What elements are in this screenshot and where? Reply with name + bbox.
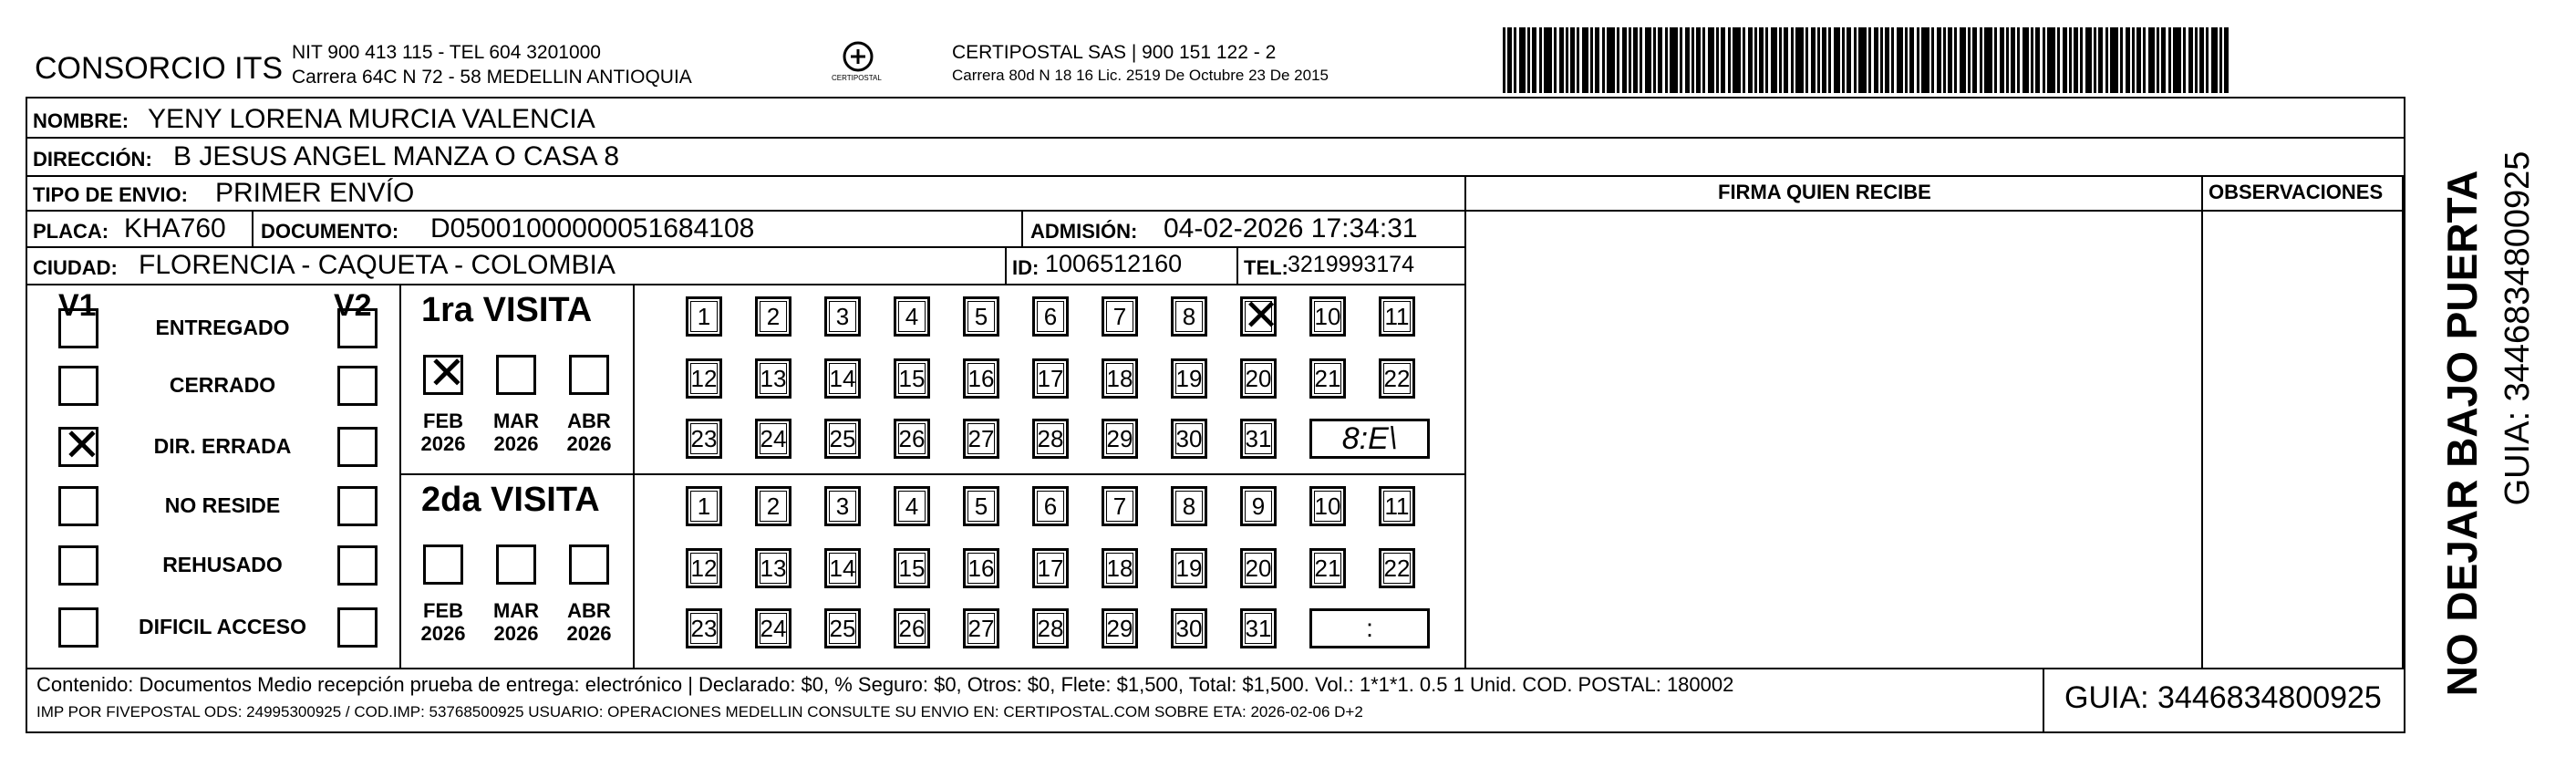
day-box[interactable] — [1240, 290, 1280, 341]
day-number: 5 — [974, 302, 988, 330]
day-number: 14 — [829, 554, 856, 582]
tipo-envio-label: TIPO DE ENVIO: — [33, 183, 188, 206]
admision-label: ADMISIÓN: — [1030, 220, 1138, 243]
day-number: 19 — [1175, 554, 1203, 582]
barcode — [1503, 27, 2230, 93]
month-label — [562, 599, 616, 646]
v2-checkbox[interactable] — [337, 308, 378, 348]
month-year: 2026 — [493, 432, 539, 456]
day-number: 21 — [1314, 364, 1341, 392]
day-box[interactable] — [686, 548, 722, 588]
month-label — [562, 410, 616, 456]
day-box[interactable] — [1102, 296, 1138, 337]
day-number: 13 — [760, 364, 787, 392]
day-box[interactable] — [1171, 358, 1207, 399]
day-box[interactable] — [1032, 296, 1069, 337]
day-number: 18 — [1106, 364, 1133, 392]
ciudad-value: FLORENCIA - CAQUETA - COLOMBIA — [139, 250, 616, 280]
v1-header: V1 — [58, 288, 97, 323]
day-number: 3 — [835, 302, 850, 330]
day-number: 11 — [1384, 492, 1410, 520]
day-box[interactable] — [755, 296, 791, 337]
day-number: 31 — [1245, 424, 1272, 452]
v2-checkbox[interactable] — [337, 427, 378, 467]
month-name: ABR — [567, 410, 611, 432]
v2-checkbox[interactable] — [337, 607, 378, 648]
footer-contenido: Contenido: Documentos Medio recepción prueba de entrega: electrónico | Declarado: $0, % Seguro: $0, Otros: $0, Flete: $1,500, Total: $1,500. Vol.: 1*1*1. 0.5 1 Unid. COD. POSTAL: 180002 — [36, 673, 1734, 696]
day-box[interactable] — [1240, 358, 1277, 399]
time-value: : — [1366, 614, 1373, 642]
placa-label: PLACA: — [33, 220, 109, 243]
day-box[interactable] — [1379, 548, 1415, 588]
day-number: 20 — [1245, 364, 1272, 392]
day-number: 23 — [690, 614, 718, 642]
day-box[interactable] — [1102, 358, 1138, 399]
documento-value: D05001000000051684108 — [430, 213, 755, 244]
check-mark-icon: ✕ — [428, 347, 466, 399]
company-nit: NIT 900 413 115 - TEL 604 3201000 — [292, 42, 601, 63]
status-option-label: NO RESIDE — [164, 493, 281, 517]
check-mark-icon: ✕ — [63, 419, 101, 472]
observaciones-header: OBSERVACIONES — [2209, 181, 2384, 203]
day-number: 24 — [760, 614, 787, 642]
v2-header: V2 — [334, 288, 372, 323]
v1-checkbox[interactable] — [58, 308, 98, 348]
placa-value: KHA760 — [124, 213, 226, 244]
day-number: 21 — [1314, 554, 1341, 582]
day-number: 6 — [1043, 302, 1058, 330]
day-box[interactable] — [824, 486, 861, 526]
month-checkbox[interactable] — [423, 347, 466, 399]
id-label: ID: — [1012, 256, 1040, 279]
day-number: 27 — [967, 614, 995, 642]
status-option-label: REHUSADO — [162, 553, 283, 576]
day-box[interactable] — [755, 548, 791, 588]
company-name: CONSORCIO ITS — [35, 51, 284, 86]
side-guia: GUIA: 3446834800925 — [2498, 150, 2537, 506]
day-box[interactable] — [894, 548, 930, 588]
day-box[interactable] — [1171, 548, 1207, 588]
month-name: MAR — [492, 410, 540, 432]
day-box[interactable] — [1032, 358, 1069, 399]
day-box[interactable] — [824, 548, 861, 588]
status-option-label: ENTREGADO — [155, 316, 290, 339]
day-number: 19 — [1175, 364, 1203, 392]
day-box[interactable] — [1102, 486, 1138, 526]
day-number: 1 — [697, 302, 711, 330]
day-box[interactable] — [824, 419, 861, 459]
day-number: 15 — [898, 554, 926, 582]
day-box[interactable] — [1171, 419, 1207, 459]
tel-value: 3219993174 — [1288, 252, 1415, 277]
day-box[interactable] — [1102, 419, 1138, 459]
day-box[interactable] — [894, 486, 930, 526]
day-box[interactable] — [1309, 548, 1346, 588]
month-name: FEB — [423, 410, 463, 432]
tipo-envio-value: PRIMER ENVÍO — [215, 178, 415, 208]
month-label — [416, 599, 471, 646]
carrier-address: Carrera 80d N 18 16 Lic. 2519 De Octubre 23 De 2015 — [952, 67, 1329, 84]
month-year: 2026 — [420, 622, 466, 646]
day-number: 3 — [835, 492, 850, 520]
day-number: 29 — [1106, 424, 1133, 452]
carrier-nit: CERTIPOSTAL SAS | 900 151 122 - 2 — [952, 42, 1277, 63]
day-number: 25 — [829, 614, 856, 642]
day-box[interactable] — [1032, 548, 1069, 588]
day-box[interactable] — [1240, 608, 1277, 648]
direccion-value: B JESUS ANGEL MANZA O CASA 8 — [173, 141, 620, 171]
day-number: 7 — [1112, 492, 1127, 520]
day-box[interactable] — [1032, 486, 1069, 526]
month-year: 2026 — [566, 432, 612, 456]
v1-checkbox[interactable] — [58, 486, 98, 526]
day-box[interactable] — [686, 358, 722, 399]
day-box[interactable] — [1309, 296, 1346, 337]
side-warning: NO DEJAR BAJO PUERTA — [2438, 170, 2486, 697]
v2-checkbox[interactable] — [337, 486, 378, 526]
day-box[interactable] — [824, 608, 861, 648]
id-value: 1006512160 — [1045, 250, 1183, 277]
month-name: ABR — [567, 599, 611, 622]
day-box[interactable] — [894, 296, 930, 337]
ciudad-label: CIUDAD: — [33, 256, 118, 279]
day-number: 20 — [1245, 554, 1272, 582]
day-box[interactable] — [963, 608, 999, 648]
nombre-value: YENY LORENA MURCIA VALENCIA — [148, 104, 595, 134]
day-number: 17 — [1037, 554, 1064, 582]
v1-checkbox[interactable] — [58, 419, 101, 472]
day-box[interactable] — [1102, 608, 1138, 648]
day-box[interactable] — [963, 358, 999, 399]
day-box[interactable] — [963, 419, 999, 459]
month-label — [489, 599, 543, 646]
footer-imp: IMP POR FIVEPOSTAL ODS: 24995300925 / COD.IMP: 53768500925 USUARIO: OPERACIONES MEDELLIN CONSULTE SU ENVIO EN: CERTIPOSTAL.COM SOBRE ETA: 2026-02-06 D+2 — [36, 703, 1363, 721]
day-box[interactable] — [755, 358, 791, 399]
month-checkbox[interactable] — [423, 544, 463, 585]
day-number: 16 — [967, 554, 995, 582]
day-number: 2 — [766, 302, 781, 330]
day-number: 23 — [690, 424, 718, 452]
day-number: 4 — [905, 302, 919, 330]
month-checkbox[interactable] — [496, 355, 536, 395]
day-box[interactable] — [686, 486, 722, 526]
time-value: 8:E\ — [1341, 420, 1398, 456]
day-box[interactable] — [824, 296, 861, 337]
time-field[interactable] — [1309, 608, 1430, 648]
visit-title: 1ra VISITA — [421, 291, 593, 329]
day-number: 17 — [1037, 364, 1064, 392]
day-box[interactable] — [686, 608, 722, 648]
day-number: 31 — [1245, 614, 1272, 642]
firma-header: FIRMA QUIEN RECIBE — [1718, 181, 1931, 203]
month-checkbox[interactable] — [569, 544, 609, 585]
day-box[interactable] — [1171, 486, 1207, 526]
day-number: 15 — [898, 364, 926, 392]
day-box[interactable] — [755, 608, 791, 648]
v2-checkbox[interactable] — [337, 545, 378, 586]
status-option-label: CERRADO — [169, 373, 276, 397]
month-label — [416, 410, 471, 456]
day-box[interactable] — [1171, 608, 1207, 648]
day-box[interactable] — [894, 608, 930, 648]
day-number: 13 — [760, 554, 787, 582]
day-number: 12 — [690, 554, 718, 582]
day-box[interactable] — [963, 296, 999, 337]
month-name: MAR — [492, 599, 540, 622]
month-checkbox[interactable] — [569, 355, 609, 395]
day-box[interactable] — [963, 548, 999, 588]
month-label — [489, 410, 543, 456]
day-box[interactable] — [755, 419, 791, 459]
check-mark-icon: ✕ — [1243, 290, 1280, 341]
day-number: 26 — [898, 614, 926, 642]
status-option-label: DIR. ERRADA — [153, 434, 292, 458]
documento-label: DOCUMENTO: — [261, 220, 399, 243]
day-number: 1 — [697, 492, 711, 520]
day-number: 7 — [1112, 302, 1127, 330]
day-number: 16 — [967, 364, 995, 392]
day-box[interactable] — [1240, 486, 1277, 526]
day-number: 14 — [829, 364, 856, 392]
direccion-label: DIRECCIÓN: — [33, 148, 152, 171]
day-number: 6 — [1043, 492, 1058, 520]
day-box[interactable] — [686, 296, 722, 337]
day-number: 30 — [1175, 614, 1203, 642]
day-number: 24 — [760, 424, 787, 452]
day-number: 22 — [1383, 554, 1411, 582]
day-box[interactable] — [1309, 358, 1346, 399]
day-number: 25 — [829, 424, 856, 452]
month-checkbox[interactable] — [496, 544, 536, 585]
admision-value: 04-02-2026 17:34:31 — [1164, 213, 1418, 244]
day-number: 27 — [967, 424, 995, 452]
v1-checkbox[interactable] — [58, 545, 98, 586]
day-number: 4 — [905, 492, 919, 520]
visit-title: 2da VISITA — [421, 481, 600, 519]
day-number: 26 — [898, 424, 926, 452]
day-number: 8 — [1182, 492, 1196, 520]
footer-guia: GUIA: 3446834800925 — [2064, 680, 2382, 715]
month-year: 2026 — [566, 622, 612, 646]
day-number: 30 — [1175, 424, 1203, 452]
day-number: 10 — [1314, 302, 1341, 330]
tel-label: TEL: — [1244, 256, 1288, 279]
time-field[interactable] — [1309, 419, 1430, 459]
day-box[interactable] — [1171, 296, 1207, 337]
day-number: 22 — [1383, 364, 1411, 392]
day-number: 9 — [1251, 492, 1266, 520]
v1-checkbox[interactable] — [58, 607, 98, 648]
day-box[interactable] — [963, 486, 999, 526]
day-box[interactable] — [894, 358, 930, 399]
day-box[interactable] — [1240, 548, 1277, 588]
v1-checkbox[interactable] — [58, 366, 98, 406]
nombre-label: NOMBRE: — [33, 109, 129, 132]
company-address: Carrera 64C N 72 - 58 MEDELLIN ANTIOQUIA — [292, 67, 692, 88]
v2-checkbox[interactable] — [337, 366, 378, 406]
month-year: 2026 — [493, 622, 539, 646]
day-box[interactable] — [1240, 419, 1277, 459]
month-year: 2026 — [420, 432, 466, 456]
day-box[interactable] — [894, 419, 930, 459]
day-box[interactable] — [1102, 548, 1138, 588]
day-number: 29 — [1106, 614, 1133, 642]
day-number: 8 — [1182, 302, 1196, 330]
day-number: 5 — [974, 492, 988, 520]
day-number: 10 — [1314, 492, 1341, 520]
day-box[interactable] — [1032, 608, 1069, 648]
day-number: 12 — [690, 364, 718, 392]
certipostal-logo: CERTIPOSTAL — [832, 36, 885, 89]
month-name: FEB — [423, 599, 463, 622]
day-box[interactable] — [686, 419, 722, 459]
day-box[interactable] — [1379, 358, 1415, 399]
day-box[interactable] — [824, 358, 861, 399]
day-number: 11 — [1384, 302, 1410, 330]
day-number: 28 — [1037, 424, 1064, 452]
day-box[interactable] — [1032, 419, 1069, 459]
day-box[interactable] — [755, 486, 791, 526]
day-box[interactable] — [1309, 486, 1346, 526]
status-option-label: DIFICIL ACCESO — [138, 615, 306, 638]
day-number: 28 — [1037, 614, 1064, 642]
day-box[interactable] — [1379, 486, 1415, 526]
day-number: 2 — [766, 492, 781, 520]
day-box[interactable] — [1379, 296, 1415, 337]
day-number: 18 — [1106, 554, 1133, 582]
